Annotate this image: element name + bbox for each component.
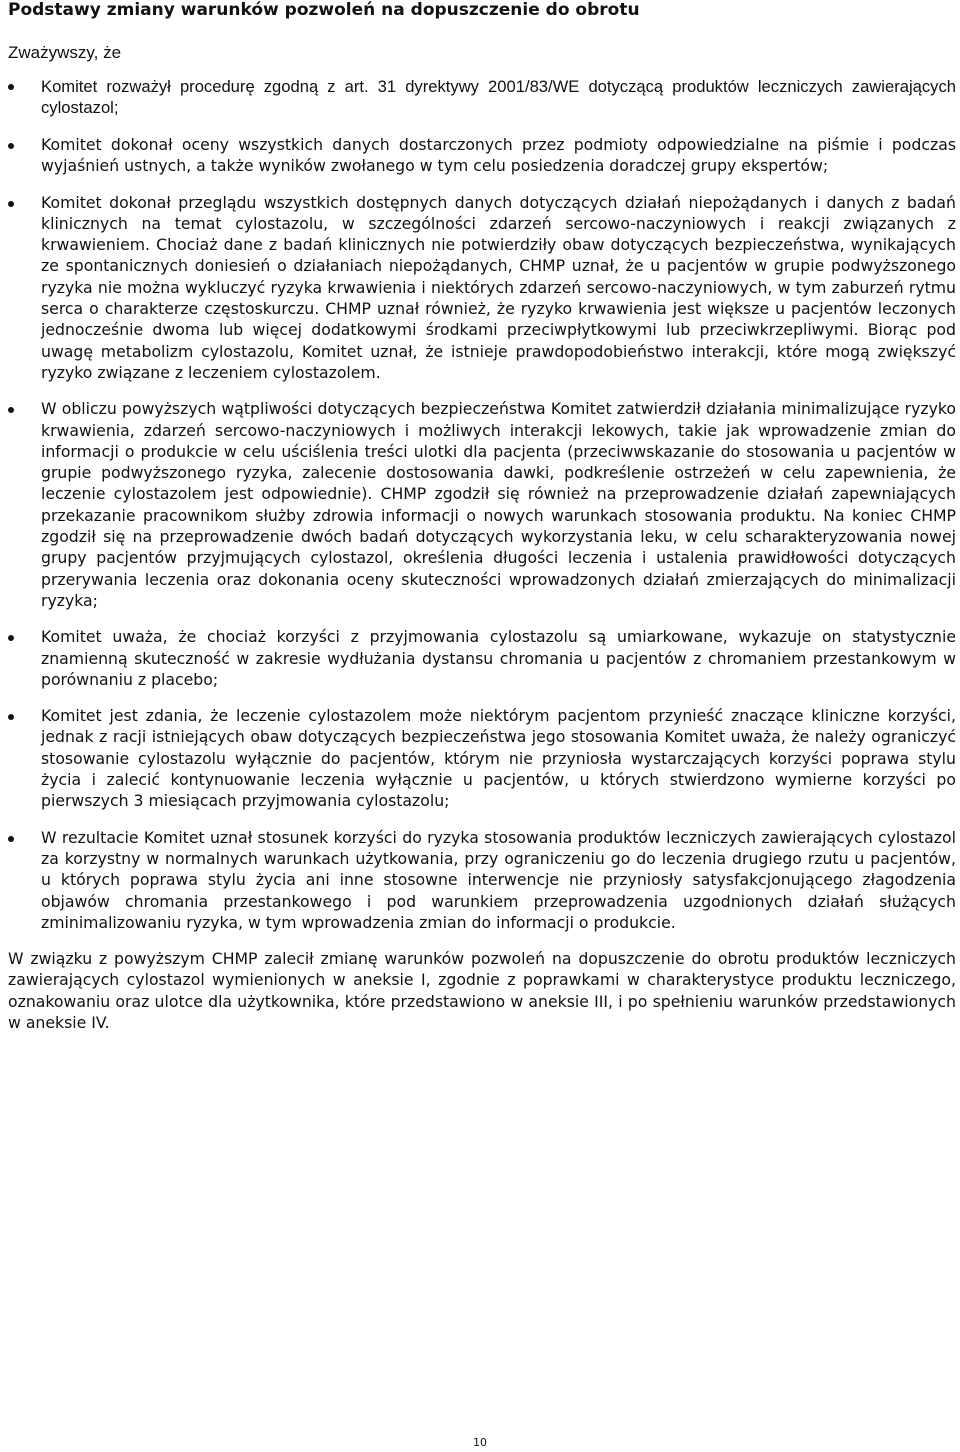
page-number: 10 (473, 1436, 487, 1449)
bullet-icon (8, 407, 14, 413)
list-item (8, 827, 956, 933)
list-item-text: W rezultacie Komitet uznał stosunek korzyści do ryzyka stosowania produktów leczniczych zawierających cylostazol za korzystny w normalnych warunkach użytkowania, przy ograniczeniu go do leczenia drugiego rzutu u pacjentów, u których poprawa stylu życia ani inne stosowne interwencje nie przyniosły satysfakcjonującego złagodzenia objawów chromania przestankowego i pod warunkiem przeprowadzenia uzgodnionych działań służących zminimalizowaniu ryzyka, w tym wprowadzenia zmian do informacji o produkcie. (41, 827, 956, 932)
bullet-icon (8, 635, 14, 641)
bullet-icon (8, 714, 14, 720)
list-item (8, 192, 956, 384)
list-item-text: Komitet jest zdania, że leczenie cylostazolem może niektórym pacjentom przynieść znaczące kliniczne korzyści, jednak z racji istniejących obaw dotyczących bezpieczeństwa jego stosowania Komitet uważa, że należy ograniczyć stosowanie cylostazolu wyłącznie do pacjentów, którym nie przyniosła wystarczających korzyści poprawa stylu życia i zalecić kontynuowanie leczenia wyłącznie u pacjentów, u których stwierdzono wymierne korzyści po pierwszych 3 miesiącach przyjmowania cylostazolu; (41, 706, 956, 811)
bullet-icon (8, 143, 14, 149)
list-item (8, 705, 956, 811)
list-item-text: Komitet rozważył procedurę zgodną z art. 31 dyrektywy 2001/83/WE dotyczącą produktów leczniczych zawierających cylostazol; (41, 77, 956, 117)
list-item (8, 398, 956, 611)
list-item (8, 76, 956, 118)
intro-text: Zważywszy, że (8, 43, 122, 62)
list-item (8, 626, 956, 690)
bullet-icon (8, 201, 14, 207)
list-item (8, 134, 956, 177)
bullet-icon (8, 836, 14, 842)
list-item-text: W obliczu powyższych wątpliwości dotyczących bezpieczeństwa Komitet zatwierdził działania minimalizujące ryzyko krwawienia, zdarzeń sercowo-naczyniowych i możliwych interakcji lekowych, takie jak wprowadzenie zmian do informacji o produkcie w celu uściślenia treści ulotki dla pacjenta (przeciwwskazanie do stosowania u pacjentów w grupie podwyższonego ryzyka, zalecenie dostosowania dawki, podkreślenie ostrzeżeń w celu zapewnienia, że leczenie cylostazolem jest odpowiednie). CHMP zgodził się również na przeprowadzenie działań zapewniających przekazanie pracownikom służby zdrowia informacji o nowych warunkach stosowania produktu. Na koniec CHMP zgodził się na przeprowadzenie dwóch badań dotyczących wykorzystania leku, w celu scharakteryzowania nowej grupy pacjentów przyjmujących cylostazol, określenia długości leczenia i ustalenia prawidłowości dotyczących przerywania leczenia oraz dokonania oceny skuteczności wprowadzonych działań zmierzających do minimalizacji ryzyka; (41, 399, 956, 610)
conclusion-paragraph: W związku z powyższym CHMP zalecił zmianę warunków pozwoleń na dopuszczenie do obrotu produktów leczniczych zawierających cylostazol wymienionych w aneksie I, zgodnie z poprawkami w charakterystyce produktu leczniczego, oznakowaniu oraz ulotce dla użytkownika, które przedstawiono w aneksie III, i po spełnieniu warunków przedstawionych w aneksie IV. (8, 949, 956, 1032)
document-page (8, 0, 956, 1033)
list-item-text: Komitet dokonał oceny wszystkich danych dostarczonych przez podmioty odpowiedzialne na piśmie i podczas wyjaśnień ustnych, a także wyników zwołanego w tym celu posiedzenia doradczej grupy ekspertów; (41, 135, 956, 176)
document-heading: Podstawy zmiany warunków pozwoleń na dopuszczenie do obrotu (8, 0, 640, 20)
list-item-text: Komitet uważa, że chociaż korzyści z przyjmowania cylostazolu są umiarkowane, wykazuje on statystycznie znamienną skuteczność w zakresie wydłużania dystansu chromania u pacjentów z chromaniem przestankowym w porównaniu z placebo; (41, 627, 956, 689)
bullet-icon (8, 84, 14, 90)
considerations-list (8, 76, 956, 933)
list-item-text: Komitet dokonał przeglądu wszystkich dostępnych danych dotyczących działań niepożądanych i danych z badań klinicznych na temat cylostazolu, w szczególności zdarzeń sercowo-naczyniowych i reakcji związanych z krwawieniem. Chociaż dane z badań klinicznych nie potwierdziły obaw dotyczących bezpieczeństwa, wynikających ze spontanicznych doniesień o działaniach niepożądanych, CHMP uznał, że u pacjentów w grupie podwyższonego ryzyka nie można wykluczyć ryzyka krwawienia i niektórych zdarzeń sercowo-naczyniowych, w tym zaburzeń rytmu serca o charakterze częstoskurczu. CHMP uznał również, że ryzyko krwawienia jest większe u pacjentów leczonych jednocześnie dwoma lub więcej dodatkowymi środkami przeciwpłytkowymi lub przeciwkrzepliwymi. Biorąc pod uwagę metabolizm cylostazolu, Komitet uznał, że istnieje prawdopodobieństwo interakcji, które mogą zwiększyć ryzyko związane z leczeniem cylostazolem. (41, 192, 956, 382)
